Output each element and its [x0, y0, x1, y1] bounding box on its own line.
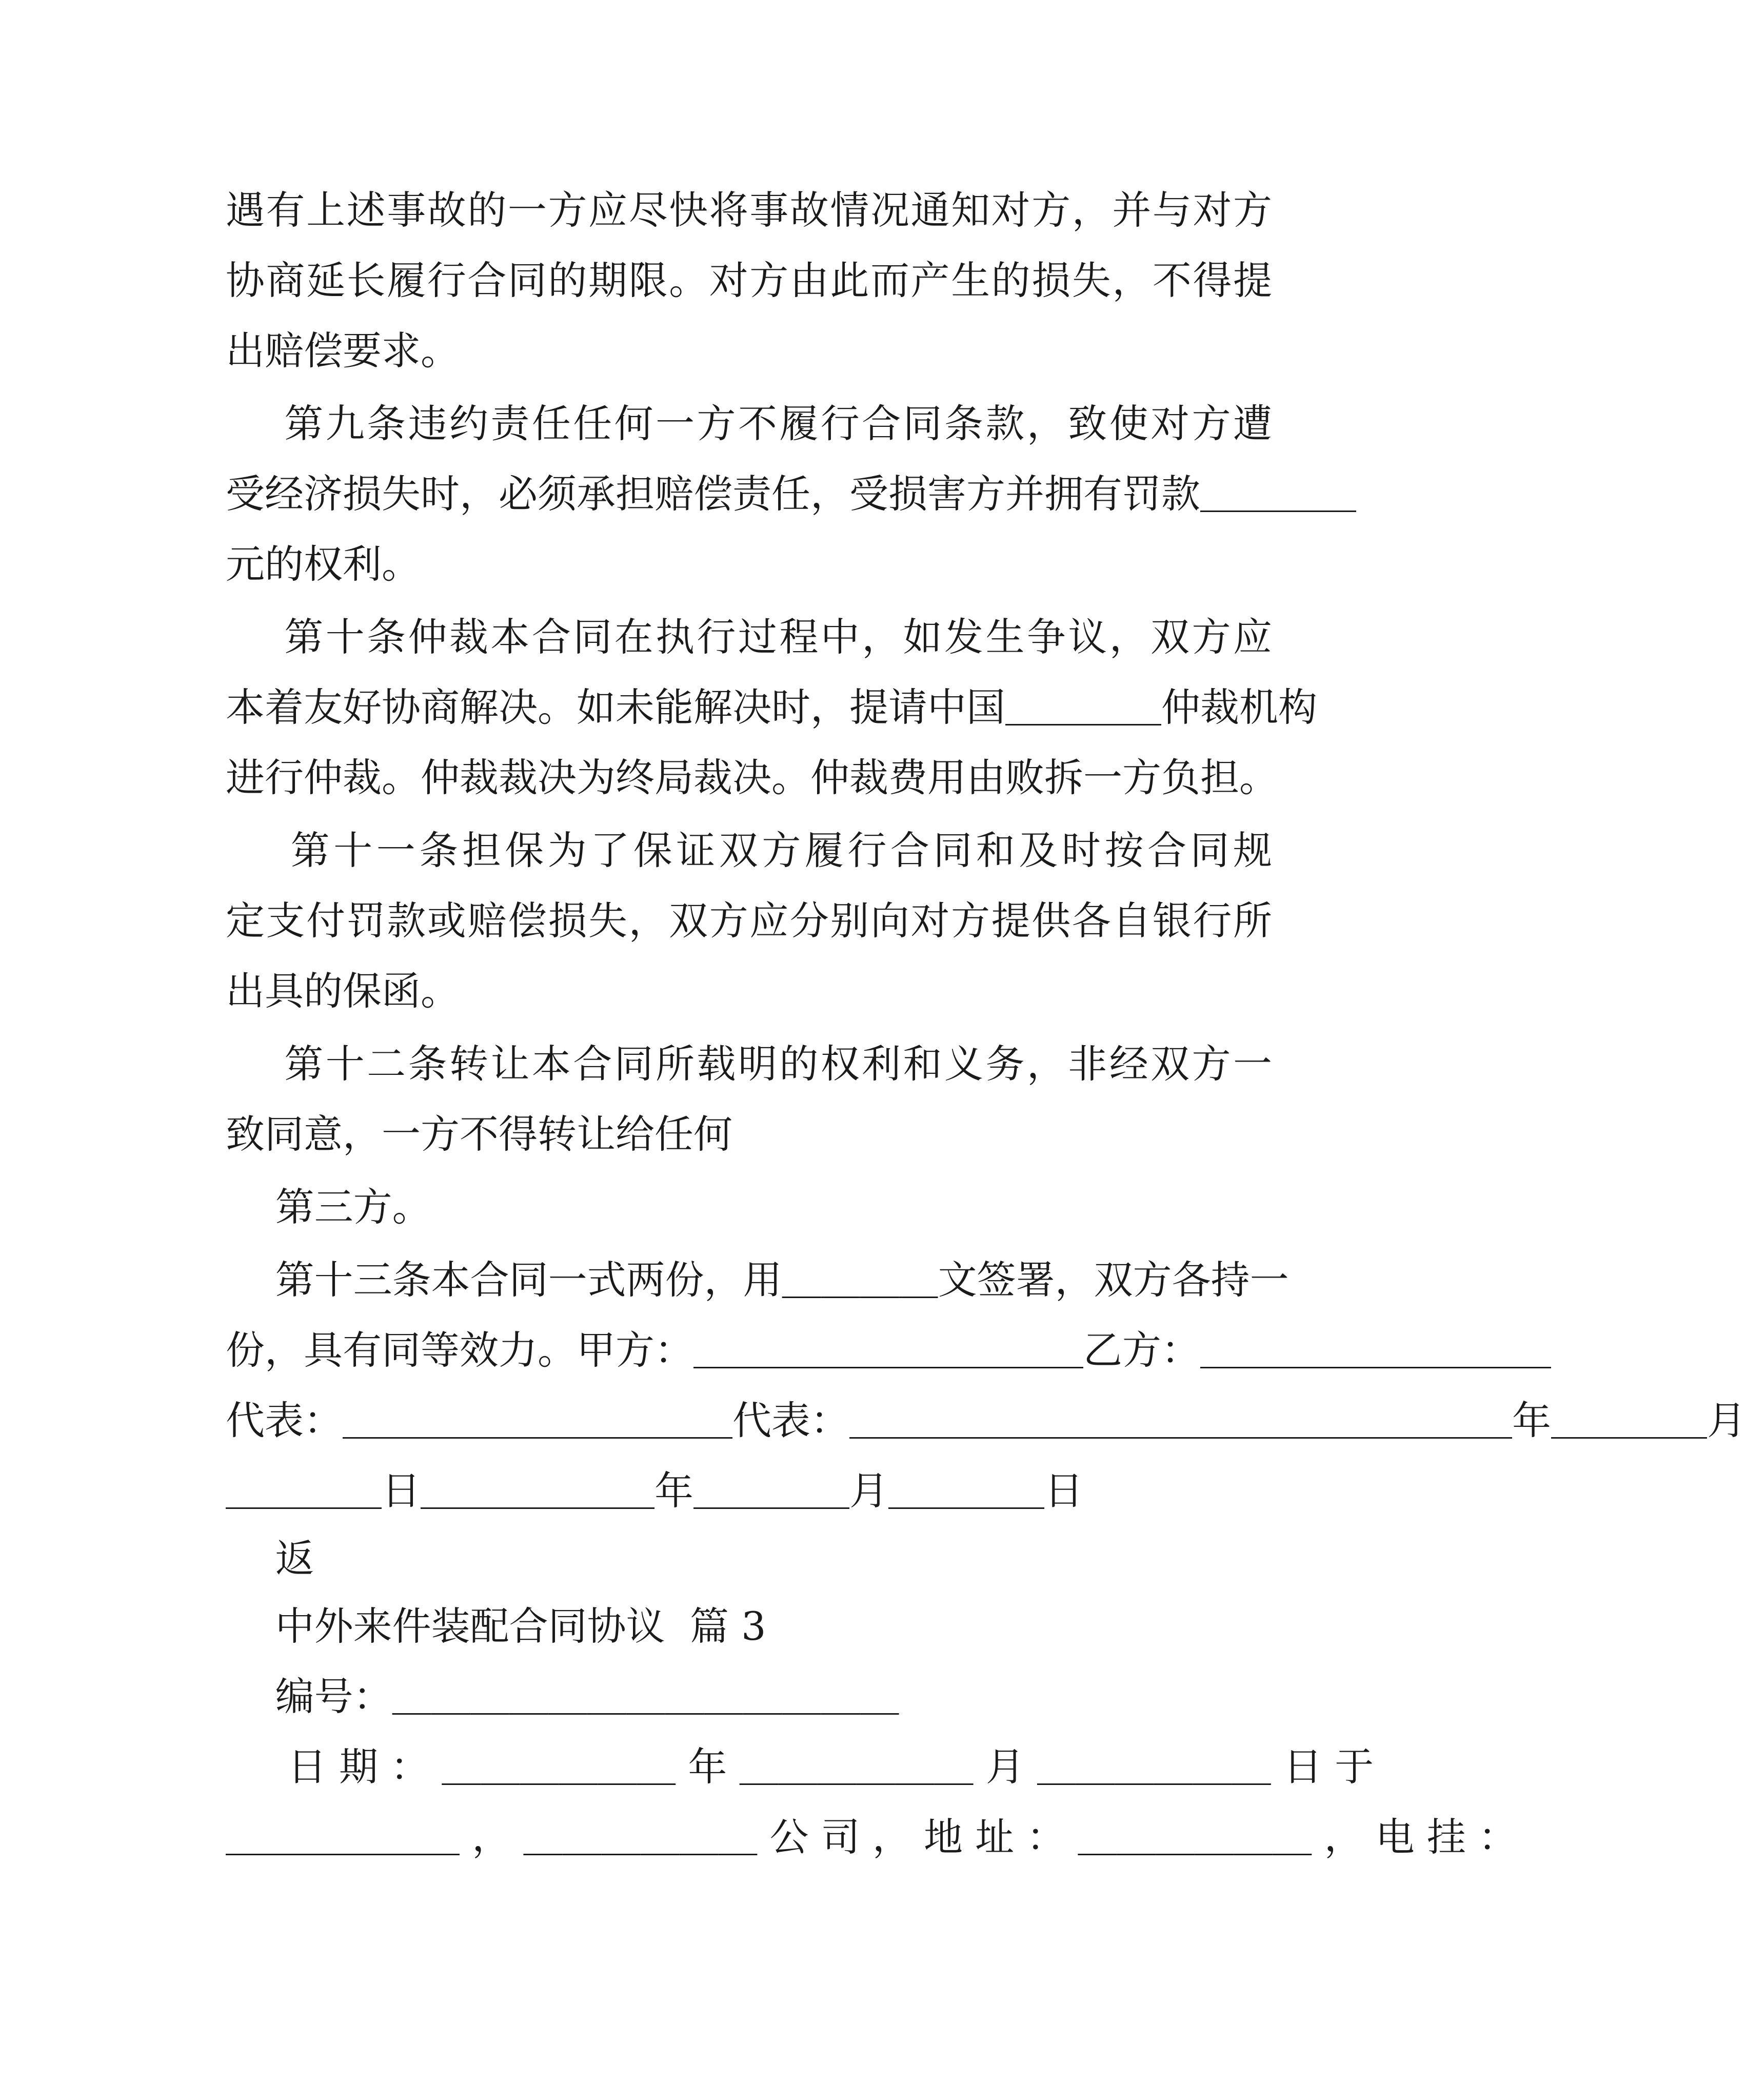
text-line: 份，具有同等效力。甲方：＿＿＿＿＿＿＿＿＿＿乙方：＿＿＿＿＿＿＿＿＿: [226, 1327, 1551, 1373]
text-line: 出具的保函。: [226, 968, 460, 1014]
text-line: 返: [226, 1536, 314, 1581]
text-line: 出赔偿要求。: [226, 328, 460, 374]
text-line: 定支付罚款或赔偿损失，双方应分别向对方提供各自银行所: [226, 898, 1272, 944]
text-line: 进行仲裁。仲裁裁决为终局裁决。仲裁费用由败拆一方负担。: [226, 755, 1278, 800]
text-line: 代表：＿＿＿＿＿＿＿＿＿＿代表：＿＿＿＿＿＿＿＿＿＿＿＿＿＿＿＿＿年＿＿＿＿月: [226, 1398, 1746, 1443]
text-line: 编号：＿＿＿＿＿＿＿＿＿＿＿＿＿: [226, 1674, 899, 1719]
text-line: 第九条违约责任任何一方不履行合同条款，致使对方遭: [226, 401, 1272, 446]
text-line: 日 期 ： ＿＿＿＿＿＿ 年 ＿＿＿＿＿＿ 月 ＿＿＿＿＿＿ 日 于: [226, 1744, 1374, 1790]
text-line: 第三方。: [226, 1184, 431, 1230]
text-line: 遇有上述事故的一方应尽快将事故情况通知对方，并与对方: [226, 187, 1272, 233]
text-line: 受经济损失时，必须承担赔偿责任，受损害方并拥有罚款＿＿＿＿: [226, 471, 1356, 517]
text-line: 本着友好协商解决。如未能解决时，提请中国＿＿＿＿仲裁机构: [226, 684, 1317, 730]
text-line: 第十条仲裁本合同在执行过程中，如发生争议，双方应: [226, 614, 1272, 660]
text-line: 第十三条本合同一式两份，用＿＿＿＿文签署，双方各持一: [226, 1257, 1289, 1303]
heading-line: 中外来件装配合同协议 篇 3: [226, 1603, 766, 1649]
text-line: ＿＿＿＿日＿＿＿＿＿＿年＿＿＿＿月＿＿＿＿日: [226, 1468, 1083, 1514]
text-line: 第十一条担保为了保证双方履行合同和及时按合同规: [226, 828, 1272, 873]
text-line: 元的权利。: [226, 541, 421, 587]
text-line: ＿＿＿＿＿＿ ， ＿＿＿＿＿＿ 公 司 ， 地 址 ： ＿＿＿＿＿＿ ， 电 挂 ：: [226, 1814, 1518, 1860]
text-line: 致同意，一方不得转让给任何: [226, 1111, 732, 1157]
text-line: 协商延长履行合同的期限。对方由此而产生的损失，不得提: [226, 258, 1272, 303]
text-line: 第十二条转让本合同所载明的权利和义务，非经双方一: [226, 1041, 1272, 1087]
